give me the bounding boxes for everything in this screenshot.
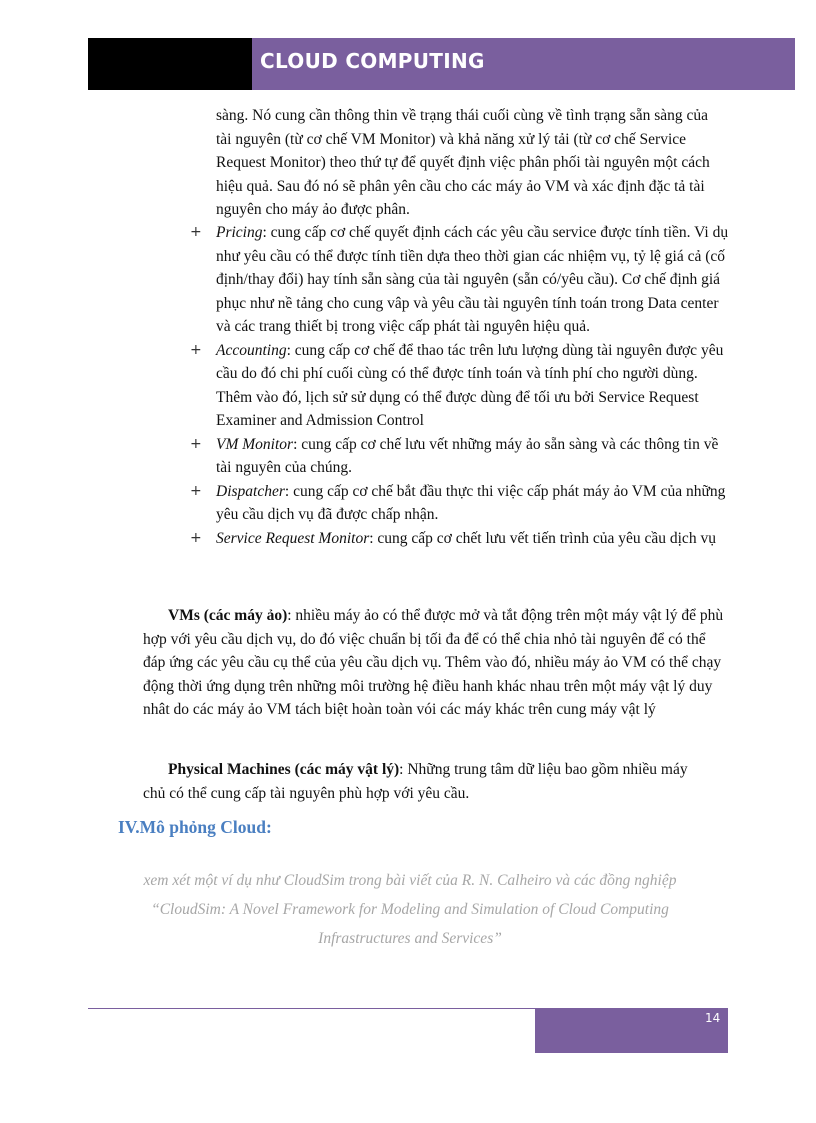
- list-item-text: : cung cấp cơ chế lưu vết những máy ảo sẵn sàng và các thông tin về tài nguyên của chúng.: [216, 435, 719, 476]
- list-item-accounting: [186, 339, 731, 433]
- section-heading: IV.Mô phỏng Cloud:: [118, 817, 272, 837]
- list-item-text: : cung cấp cơ chế bắt đầu thực thi việc cấp phát máy ảo VM của những yêu cầu dịch vụ đã được chấp nhận.: [216, 482, 726, 523]
- vms-term: VMs (các máy ảo): [168, 607, 288, 624]
- document-title: CLOUD COMPUTING: [260, 49, 485, 73]
- page-number: 14: [705, 1011, 721, 1025]
- plus-bullet-icon: +: [190, 224, 202, 240]
- plus-bullet-icon: +: [190, 482, 202, 499]
- plus-bullet-icon: +: [190, 435, 202, 452]
- vms-text: : nhiều máy ảo có thể được mở và tắt động trên một máy vật lý để phù hợp với yêu cầu dịch vụ, do đó việc chuẩn bị tối đa để có thể chia nhỏ tài nguyên để có thể đáp ứng các yêu cầu cụ thể của yêu cầu dịch vụ. Thêm vào đó, nhiều máy ảo VM có thể chạy động thời ứng dụng trên những môi trường hệ điều hanh khác nhau trên một máy vật lý duy nhât do các máy ảo VM tách biệt hoàn toàn vói các máy khác trên cung máy vật lý: [143, 607, 724, 718]
- list-item-text: : cung cấp cơ chế quyết định cách các yêu cầu service được tính tiền. Vi dụ như yêu cầu có thể được tính tiền dựa theo thời gian các nhiệm vụ, tỷ lệ giá cả (cố định/thay đổi) hay tính sẵn sàng của tài nguyên (sẵn có/yêu cầu). Cơ chế định giá phục như nề tảng cho cung vâp và yêu cầu tài nguyên tính toán trong Data center và các trang thiết bị trong việc cấp phát tài nguyên hiệu quả.: [216, 224, 729, 335]
- list-item-term: Pricing: [216, 224, 263, 241]
- plus-bullet-icon: +: [190, 529, 202, 546]
- list-item-vm-monitor: [186, 433, 731, 480]
- physical-machines-text: : Những trung tâm dữ liệu bao gồm nhiều máy chủ có thể cung cấp tài nguyên phù hợp với yêu cầu.: [143, 761, 688, 802]
- cloudsim-caption: xem xét một ví dụ như CloudSim trong bài viết của R. N. Calheiro và các đồng nghiệp “CloudSim: A Novel Framework for Modeling and Simulation of Cloud Computing Infrastructures and Services”: [143, 872, 677, 947]
- header-black-block: [88, 38, 252, 90]
- physical-machines-term: Physical Machines (các máy vật lý): [168, 761, 400, 778]
- list-item-term: Dispatcher: [216, 482, 285, 500]
- list-item-service-request-monitor: [186, 527, 731, 551]
- continuation-paragraph: sàng. Nó cung cần thông thin về trạng thái cuối cùng về tình trạng sẵn sàng của tài nguyên (từ cơ chế VM Monitor) và khả năng xử lý tải (từ cơ chế Service Request Monitor) theo thứ tự để quyết định việc phân phối tài nguyên một cách hiệu quả. Sau đó nó sẽ phân yên cầu cho các máy ảo VM và xác định đặc tả tài nguyên cho máy ảo được phân.: [216, 107, 710, 218]
- list-item-term: VM Monitor: [216, 435, 294, 453]
- list-item-text: : cung cấp cơ chế để thao tác trên lưu lượng dùng tài nguyên được yêu cầu do đó chi phí cuối cùng có thể được tính toán và tính phí cho người dùng. Thêm vào đó, lịch sử sử dụng có thể được dùng để tối ưu bởi Service Request Examiner and Admission Control: [216, 341, 724, 429]
- footer-page-box: [535, 1008, 728, 1053]
- list-item-term: Accounting: [216, 341, 287, 359]
- vms-paragraph: [143, 604, 728, 722]
- footer-divider: [88, 1008, 536, 1009]
- component-list: [186, 221, 731, 550]
- list-item-pricing: [186, 221, 731, 339]
- physical-machines-paragraph: [143, 758, 713, 805]
- list-item-text: : cung cấp cơ chết lưu vết tiến trình của yêu cầu dịch vụ: [369, 529, 716, 547]
- list-item-term: Service Request Monitor: [216, 529, 370, 547]
- list-item-dispatcher: [186, 480, 731, 527]
- plus-bullet-icon: +: [190, 341, 202, 358]
